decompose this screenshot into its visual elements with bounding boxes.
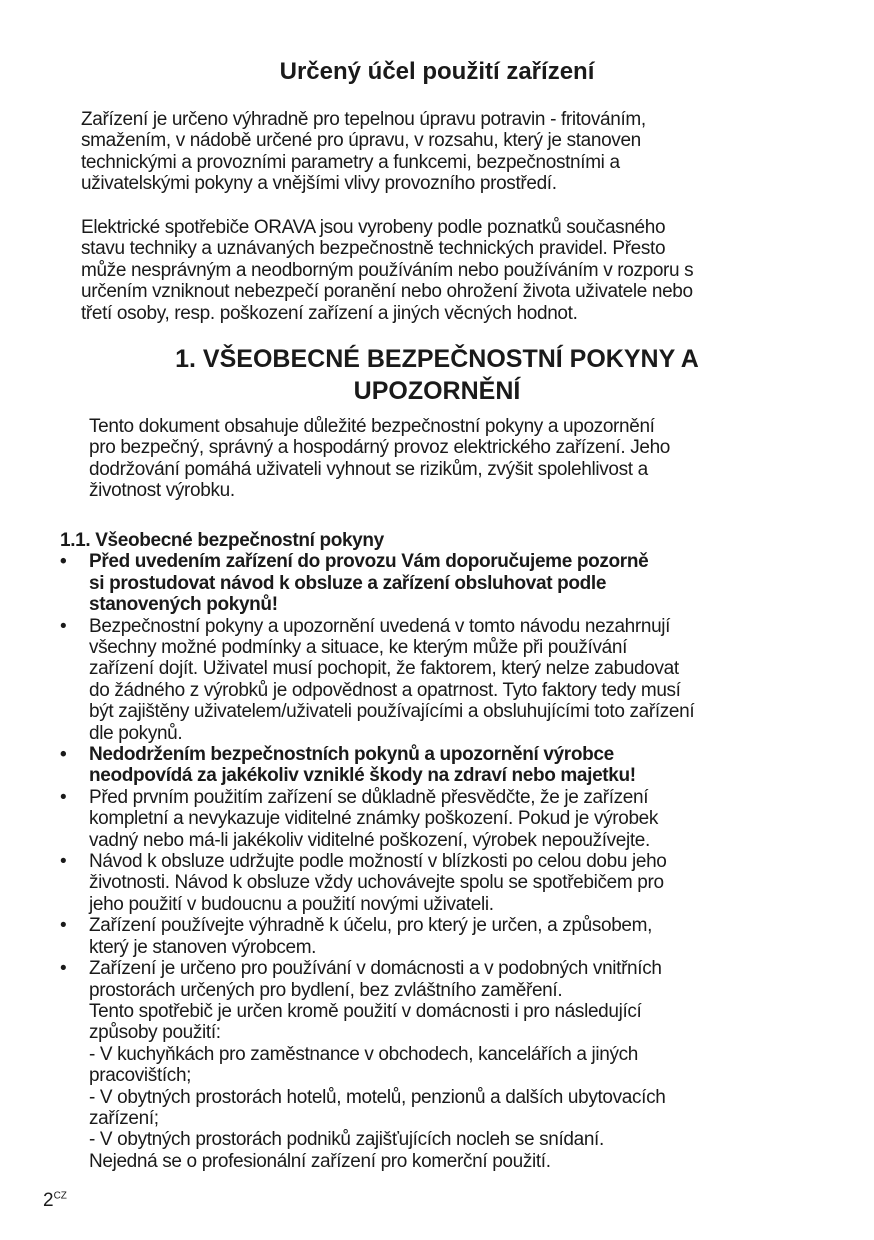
list-item xyxy=(60,744,694,787)
text-line: Před uvedením zařízení do provozu Vám doporučujeme pozorně xyxy=(89,551,649,573)
text-line: Před prvním použitím zařízení se důkladně přesvědčte, že je zařízení xyxy=(89,786,649,808)
bullet-icon: • xyxy=(60,744,67,766)
list-item xyxy=(60,851,694,915)
page-number xyxy=(43,1190,67,1212)
page-title: Určený účel použití zařízení xyxy=(279,58,595,85)
text-line: Zařízení je určeno pro používání v domácnosti a v podobných vnitřních xyxy=(89,958,662,980)
section-intro xyxy=(89,416,670,502)
text-line: do žádného z výrobků je odpovědnost a opatrnost. Tyto faktory tedy musí xyxy=(89,679,681,701)
text-line: Elektrické spotřebiče ORAVA jsou vyrobeny podle poznatků současného xyxy=(81,217,666,238)
bullet-icon: • xyxy=(60,851,67,873)
page-number-value: 2 xyxy=(43,1190,54,1211)
text-line: určením vzniknout nebezpečí poranění nebo ohrožení života uživatele nebo xyxy=(81,281,693,303)
text-line: dodržování pomáhá uživateli vyhnout se rizikům, zvýšit spolehlivost a xyxy=(89,458,648,480)
text-line: si prostudovat návod k obsluze a zařízení obsluhovat podle xyxy=(89,572,607,594)
page-lang: CZ xyxy=(53,1190,67,1202)
text-line: Zařízení je určeno výhradně pro tepelnou úpravu potravin - fritováním, xyxy=(81,109,646,130)
text-line: Tento spotřebič je určen kromě použití v domácnosti i pro následující xyxy=(89,1000,642,1022)
text-line: Nejedná se o profesionální zařízení pro komerční použití. xyxy=(89,1150,551,1172)
text-line: Návod k obsluze udržujte podle možností v blízkosti po celou dobu jeho xyxy=(89,851,667,873)
list-item xyxy=(60,551,694,616)
text-line: zařízení; xyxy=(89,1107,159,1129)
text-line: jeho použití v budoucnu a použití novými uživateli. xyxy=(89,893,494,915)
text-line: způsoby použití: xyxy=(89,1022,221,1044)
list-item xyxy=(60,615,695,744)
text-line: technickými a provozními parametry a funkcemi, bezpečnostními a xyxy=(81,151,620,173)
text-line: neodpovídá za jakékoliv vzniklé škody na zdraví nebo majetku! xyxy=(89,765,636,787)
section-heading-line: 1. VŠEOBECNÉ BEZPEČNOSTNÍ POKYNY A xyxy=(175,345,699,373)
subsection-block xyxy=(60,530,384,551)
text-line: Zařízení používejte výhradně k účelu, pro který je určen, a způsobem, xyxy=(89,915,653,937)
bullet-icon: • xyxy=(60,615,67,637)
text-line: pro bezpečný, správný a hospodárný provoz elektrického zařízení. Jeho xyxy=(89,437,671,459)
text-line: být zajištěny uživatelem/uživateli používajícími a obsluhujícími toto zařízení xyxy=(89,701,695,723)
bullet-list xyxy=(60,551,695,1172)
text-line: třetí osoby, resp. poškození zařízení a jiných věcných hodnot. xyxy=(81,302,578,324)
text-line: Tento dokument obsahuje důležité bezpečnostní pokyny a upozornění xyxy=(89,416,655,437)
text-line: kompletní a nevykazuje viditelné známky poškození. Pokud je výrobek xyxy=(89,808,659,830)
text-line: - V obytných prostorách podniků zajišťujících nocleh se snídaní. xyxy=(89,1129,604,1151)
text-line: prostorách určených pro bydlení, bez zvláštního zaměření. xyxy=(89,979,563,1001)
text-line: smažením, v nádobě určené pro úpravu, v rozsahu, který je stanoven xyxy=(81,130,641,152)
text-line: životnost výrobku. xyxy=(89,480,235,502)
text-line: - V obytných prostorách hotelů, motelů, penzionů a dalších ubytovacích xyxy=(89,1086,666,1108)
text-line: vadný nebo má-li jakékoliv viditelné poškození, výrobek nepoužívejte. xyxy=(89,829,650,851)
bullet-icon: • xyxy=(60,915,67,937)
text-line: který je stanoven výrobcem. xyxy=(89,936,317,958)
text-line: uživatelskými pokyny a vnějšími vlivy provozního prostředí. xyxy=(81,173,557,195)
text-line: zařízení dojít. Uživatel musí pochopit, že faktorem, který nelze zabudovat xyxy=(89,658,679,680)
bullet-icon: • xyxy=(60,958,67,980)
text-line: životnosti. Návod k obsluze vždy uchovávejte spolu se spotřebičem pro xyxy=(89,872,664,894)
list-item xyxy=(60,958,694,1172)
list-item xyxy=(60,915,694,958)
text-line: stanovených pokynů! xyxy=(89,594,278,616)
paragraph-orava-safety xyxy=(81,217,693,324)
text-line: Nedodržením bezpečnostních pokynů a upozornění výrobce xyxy=(89,744,614,766)
section-heading xyxy=(0,343,874,407)
bullet-icon: • xyxy=(60,551,67,573)
text-line: dle pokynů. xyxy=(89,722,183,744)
bullet-icon: • xyxy=(60,786,67,808)
text-line: všechny možné podmínky a situace, ke kterým může při používání xyxy=(89,637,627,659)
paragraph-intended-use xyxy=(81,109,646,195)
list-item xyxy=(60,786,694,851)
subsection-heading: 1.1. Všeobecné bezpečnostní pokyny xyxy=(60,530,384,551)
text-line: pracovištích; xyxy=(89,1065,192,1087)
text-line: Bezpečnostní pokyny a upozornění uvedená v tomto návodu nezahrnují xyxy=(89,615,671,637)
text-line: - V kuchyňkách pro zaměstnance v obchodech, kancelářích a jiných xyxy=(89,1043,638,1065)
section-heading-line: UPOZORNĚNÍ xyxy=(353,377,521,405)
text-line: stavu techniky a uznávaných bezpečnostně technických pravidel. Přesto xyxy=(81,238,666,260)
text-line: může nesprávným a neodborným používáním nebo používáním v rozporu s xyxy=(81,259,694,281)
